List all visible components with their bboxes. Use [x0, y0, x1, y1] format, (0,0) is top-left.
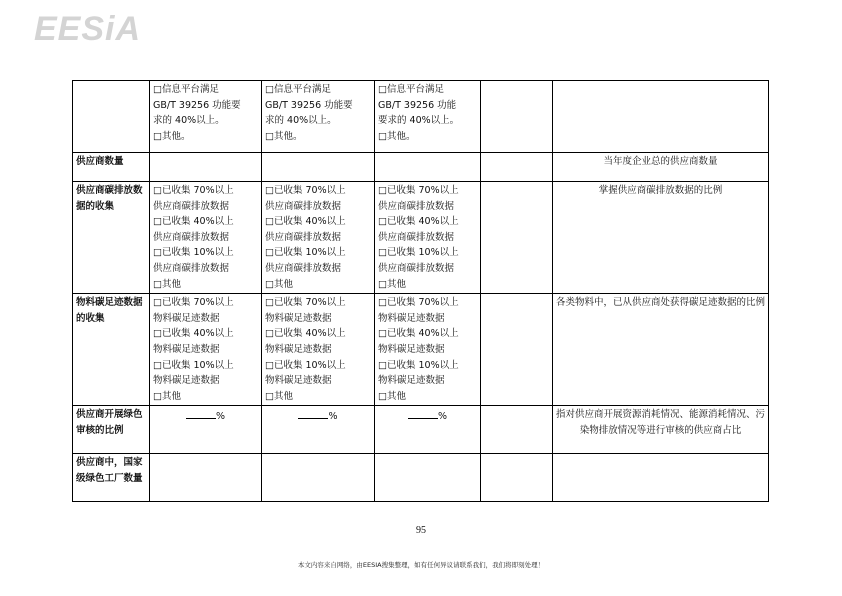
empty-cell — [481, 182, 553, 294]
percent-cell — [150, 406, 262, 454]
table-row — [73, 81, 769, 153]
row-label: 供应商开展绿色审核的比例 — [73, 406, 150, 454]
option-cell — [375, 182, 481, 294]
option-cell — [150, 294, 262, 406]
empty-cell — [375, 153, 481, 182]
note-cell: 指对供应商开展资源消耗情况、能源消耗情况、污染物排放情况等进行审核的供应商占比 — [553, 406, 769, 454]
option-list: □已收集 70%以上 物料碳足迹数据 □已收集 40%以上 物料碳足迹数据 □已收集 10%以上 物料碳足迹数据 □其他 — [153, 297, 234, 402]
note-cell — [553, 81, 769, 153]
option-cell — [262, 81, 375, 153]
empty-cell — [375, 454, 481, 502]
empty-cell — [481, 81, 553, 153]
fill-blank[interactable] — [408, 407, 438, 419]
fill-blank[interactable] — [298, 407, 328, 419]
note-cell: 掌握供应商碳排放数据的比例 — [553, 182, 769, 294]
table-row — [73, 454, 769, 502]
option-cell — [375, 81, 481, 153]
empty-cell — [150, 153, 262, 182]
note-cell: 各类物料中，已从供应商处获得碳足迹数据的比例 — [553, 294, 769, 406]
percent-sign: % — [215, 411, 226, 423]
table-row — [73, 182, 769, 294]
footer-disclaimer: 本文内容来自网络，由EESIA搜集整理，如有任何异议请联系我们，我们将即刻处理！ — [297, 561, 545, 569]
empty-cell — [481, 153, 553, 182]
option-cell — [150, 81, 262, 153]
note-cell — [553, 454, 769, 502]
empty-cell — [481, 406, 553, 454]
option-list: □已收集 70%以上 物料碳足迹数据 □已收集 40%以上 物料碳足迹数据 □已收集 10%以上 物料碳足迹数据 □其他 — [265, 297, 346, 402]
eesia-logo: EESiA — [34, 10, 142, 48]
option-list: □信息平台满足 GB/T 39256 功能 要求的 40%以上。 □其他。 — [378, 84, 460, 142]
fill-blank[interactable] — [186, 407, 216, 419]
row-label: 供应商数量 — [73, 153, 150, 182]
row-label: 物料碳足迹数据的收集 — [73, 294, 150, 406]
option-list: □信息平台满足 GB/T 39256 功能要 求的 40%以上。 □其他。 — [265, 84, 353, 142]
table-row — [73, 294, 769, 406]
page-number: 95 — [416, 525, 426, 536]
row-label: 供应商碳排放数据的收集 — [73, 182, 150, 294]
survey-table — [72, 80, 769, 502]
option-list: □已收集 70%以上 供应商碳排放数据 □已收集 40%以上 供应商碳排放数据 □已收集 10%以上 供应商碳排放数据 □其他 — [265, 185, 346, 290]
empty-cell — [262, 454, 375, 502]
table-row — [73, 153, 769, 182]
percent-sign: % — [437, 411, 448, 423]
option-list: □已收集 70%以上 供应商碳排放数据 □已收集 40%以上 供应商碳排放数据 □已收集 10%以上 供应商碳排放数据 □其他 — [153, 185, 234, 290]
option-list: □已收集 70%以上 供应商碳排放数据 □已收集 40%以上 供应商碳排放数据 □已收集 10%以上 供应商碳排放数据 □其他 — [378, 185, 459, 290]
empty-cell — [150, 454, 262, 502]
option-list: □信息平台满足 GB/T 39256 功能要 求的 40%以上。 □其他。 — [153, 84, 241, 142]
percent-cell — [262, 406, 375, 454]
empty-cell — [481, 454, 553, 502]
option-cell — [262, 294, 375, 406]
percent-cell — [375, 406, 481, 454]
option-cell — [150, 182, 262, 294]
empty-cell — [262, 153, 375, 182]
option-cell — [375, 294, 481, 406]
table-row — [73, 406, 769, 454]
option-list: □已收集 70%以上 物料碳足迹数据 □已收集 40%以上 物料碳足迹数据 □已收集 10%以上 物料碳足迹数据 □其他 — [378, 297, 459, 402]
percent-sign: % — [328, 411, 338, 423]
row-label — [73, 81, 150, 153]
option-cell — [262, 182, 375, 294]
note-cell: 当年度企业总的供应商数量 — [553, 153, 769, 182]
empty-cell — [481, 294, 553, 406]
row-label: 供应商中，国家级绿色工厂数量 — [73, 454, 150, 502]
